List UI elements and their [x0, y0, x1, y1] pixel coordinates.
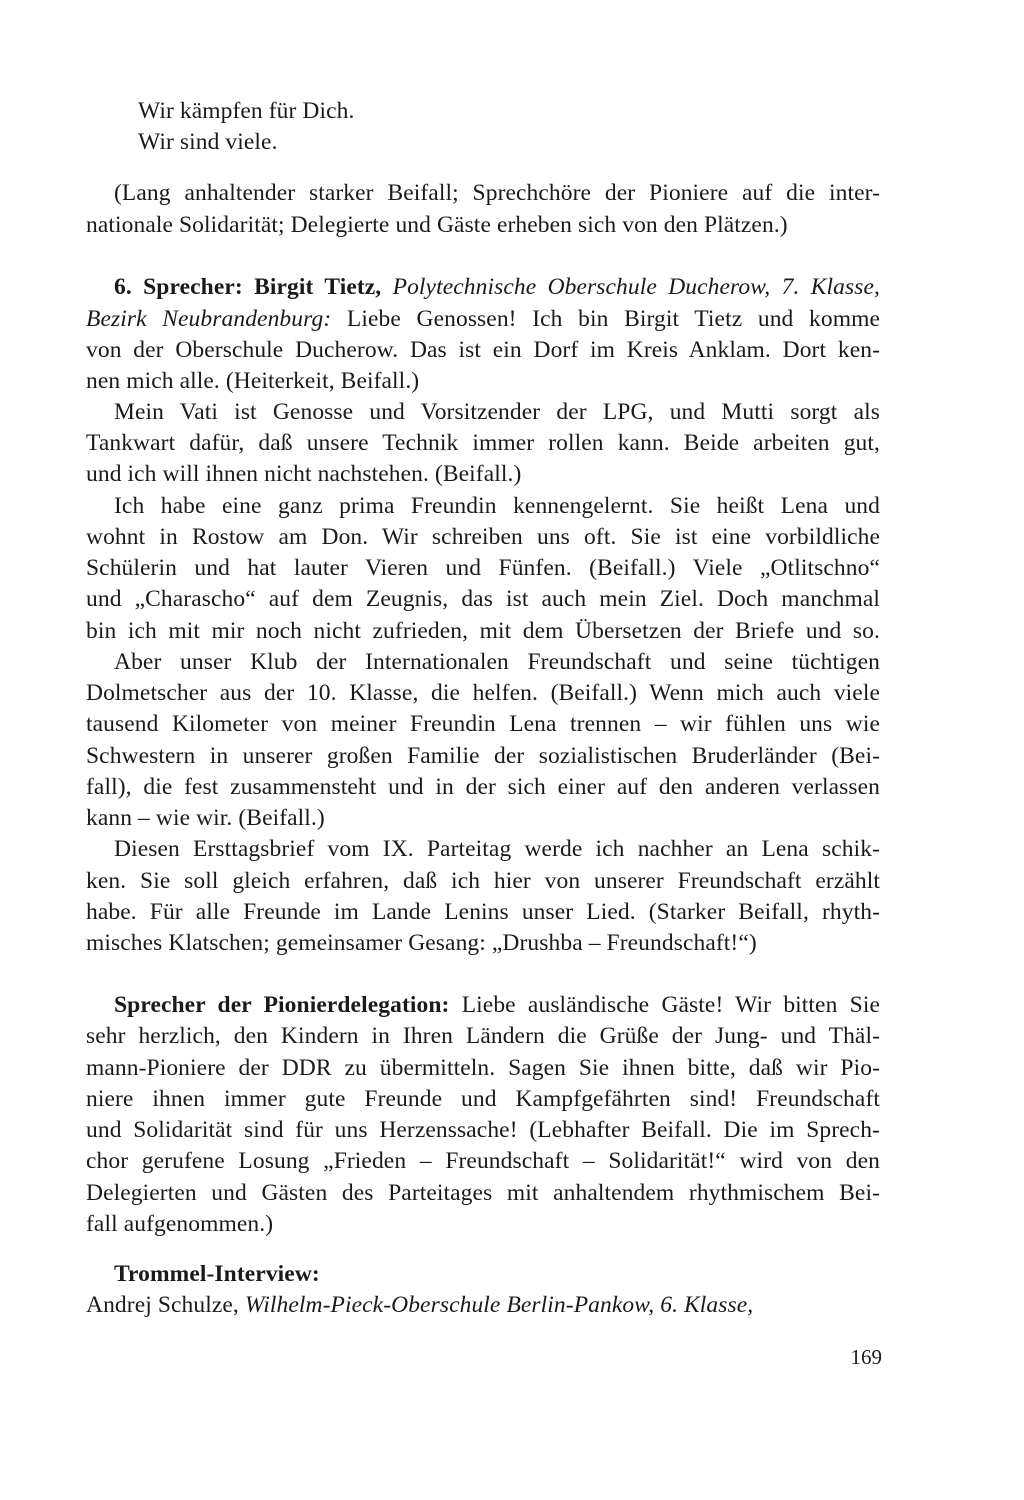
interview-name: Andrej Schulze, [86, 1292, 239, 1318]
poem-line: Wir kämpfen für Dich. [138, 98, 355, 124]
speech-line: von der Oberschule Ducherow. Das ist ein Dorf im Kreis Anklam. Dort ken- [86, 337, 880, 363]
speech-line: und ich will ihnen nicht nachstehen. (Beifall.) [86, 461, 522, 487]
speech-line: ken. Sie soll gleich erfahren, daß ich hier von unserer Freundschaft erzählt [86, 868, 880, 894]
poem-line: Wir sind viele. [138, 129, 278, 155]
speech-line: wohnt in Rostow am Don. Wir schreiben uns oft. Sie ist eine vorbildliche [86, 524, 880, 550]
stage-direction-line: (Lang anhaltender starker Beifall; Sprechchöre der Pioniere auf die inter- [114, 180, 880, 206]
speech-line: Delegierten und Gästen des Parteitages mit anhaltendem rhythmischem Bei- [86, 1180, 880, 1206]
speech-line: habe. Für alle Freunde im Lande Lenins unser Lied. (Starker Beifall, rhyth- [86, 899, 880, 925]
speech-line: Schwestern in unserer großen Familie der sozialistischen Bruderländer (Bei- [86, 743, 880, 769]
speaker-label: Sprecher der Pionierdelegation: [114, 992, 450, 1018]
speech-line: Tankwart dafür, daß unsere Technik immer rollen kann. Beide arbeiten gut, [86, 430, 880, 456]
speaker-heading-line [114, 272, 880, 303]
interview-heading: Trommel-Interview: [114, 1261, 320, 1287]
interview-school: Wilhelm-Pieck-Oberschule Berlin-Pankow, 6. Klasse, [244, 1292, 754, 1318]
speech-line: Diesen Ersttagsbrief vom IX. Parteitag werde ich nachher an Lena schik- [114, 836, 880, 862]
speech-text: Liebe ausländische Gäste! Wir bitten Sie [461, 992, 880, 1018]
speaker-label: 6. Sprecher: Birgit Tietz, [114, 274, 382, 300]
stage-direction-line: nationale Solidarität; Delegierte und Gäste erheben sich von den Plätzen.) [86, 212, 788, 238]
speech-line: und „Charascho“ auf dem Zeugnis, das ist auch mein Ziel. Doch manchmal [86, 586, 880, 612]
speaker-heading-line [86, 304, 880, 335]
speech-line: chor gerufene Losung „Frieden – Freundschaft – Solidarität!“ wird von den [86, 1148, 880, 1174]
speech-line: kann – wie wir. (Beifall.) [86, 805, 325, 831]
speech-line: Ich habe eine ganz prima Freundin kennengelernt. Sie heißt Lena und [114, 493, 880, 519]
speech-line: Dolmetscher aus der 10. Klasse, die helfen. (Beifall.) Wenn mich auch viele [86, 680, 880, 706]
speech-line: Mein Vati ist Genosse und Vorsitzender der LPG, und Mutti sorgt als [114, 399, 880, 425]
speech-line: Schülerin und hat lauter Vieren und Fünfen. (Beifall.) Viele „Otlitschno“ [86, 555, 880, 581]
speech-line: bin ich mit mir noch nicht zufrieden, mit dem Übersetzen der Briefe und so. [86, 618, 880, 644]
speech-line: sehr herzlich, den Kindern in Ihren Ländern die Grüße der Jung- und Thäl- [86, 1023, 880, 1049]
speaker-district: Bezirk Neubrandenburg: [86, 306, 332, 332]
page-number: 169 [850, 1345, 882, 1369]
speech-line: tausend Kilometer von meiner Freundin Lena trennen – wir fühlen uns wie [86, 711, 880, 737]
interview-speaker-line [86, 1290, 880, 1321]
section-heading [114, 1259, 880, 1290]
speaker-school: Polytechnische Oberschule Ducherow, 7. Klasse, [392, 274, 880, 300]
speech-line: mann-Pioniere der DDR zu übermitteln. Sagen Sie ihnen bitte, daß wir Pio- [86, 1055, 880, 1081]
speech-text: Liebe Genossen! Ich bin Birgit Tietz und komme [346, 306, 880, 332]
speech-line: und Solidarität sind für uns Herzenssache! (Lebhafter Beifall. Die im Sprech- [86, 1117, 880, 1143]
speech-line: misches Klatschen; gemeinsamer Gesang: „Drushba – Freundschaft!“) [86, 930, 757, 956]
speech-line: niere ihnen immer gute Freunde und Kampfgefährten sind! Freundschaft [86, 1086, 880, 1112]
speaker-heading-line [114, 990, 880, 1021]
speech-line: nen mich alle. (Heiterkeit, Beifall.) [86, 368, 420, 394]
speech-line: Aber unser Klub der Internationalen Freundschaft und seine tüchtigen [114, 649, 880, 675]
speech-line: fall aufgenommen.) [86, 1211, 274, 1237]
speech-line: fall), die fest zusammensteht und in der sich einer auf den anderen verlassen [86, 774, 880, 800]
